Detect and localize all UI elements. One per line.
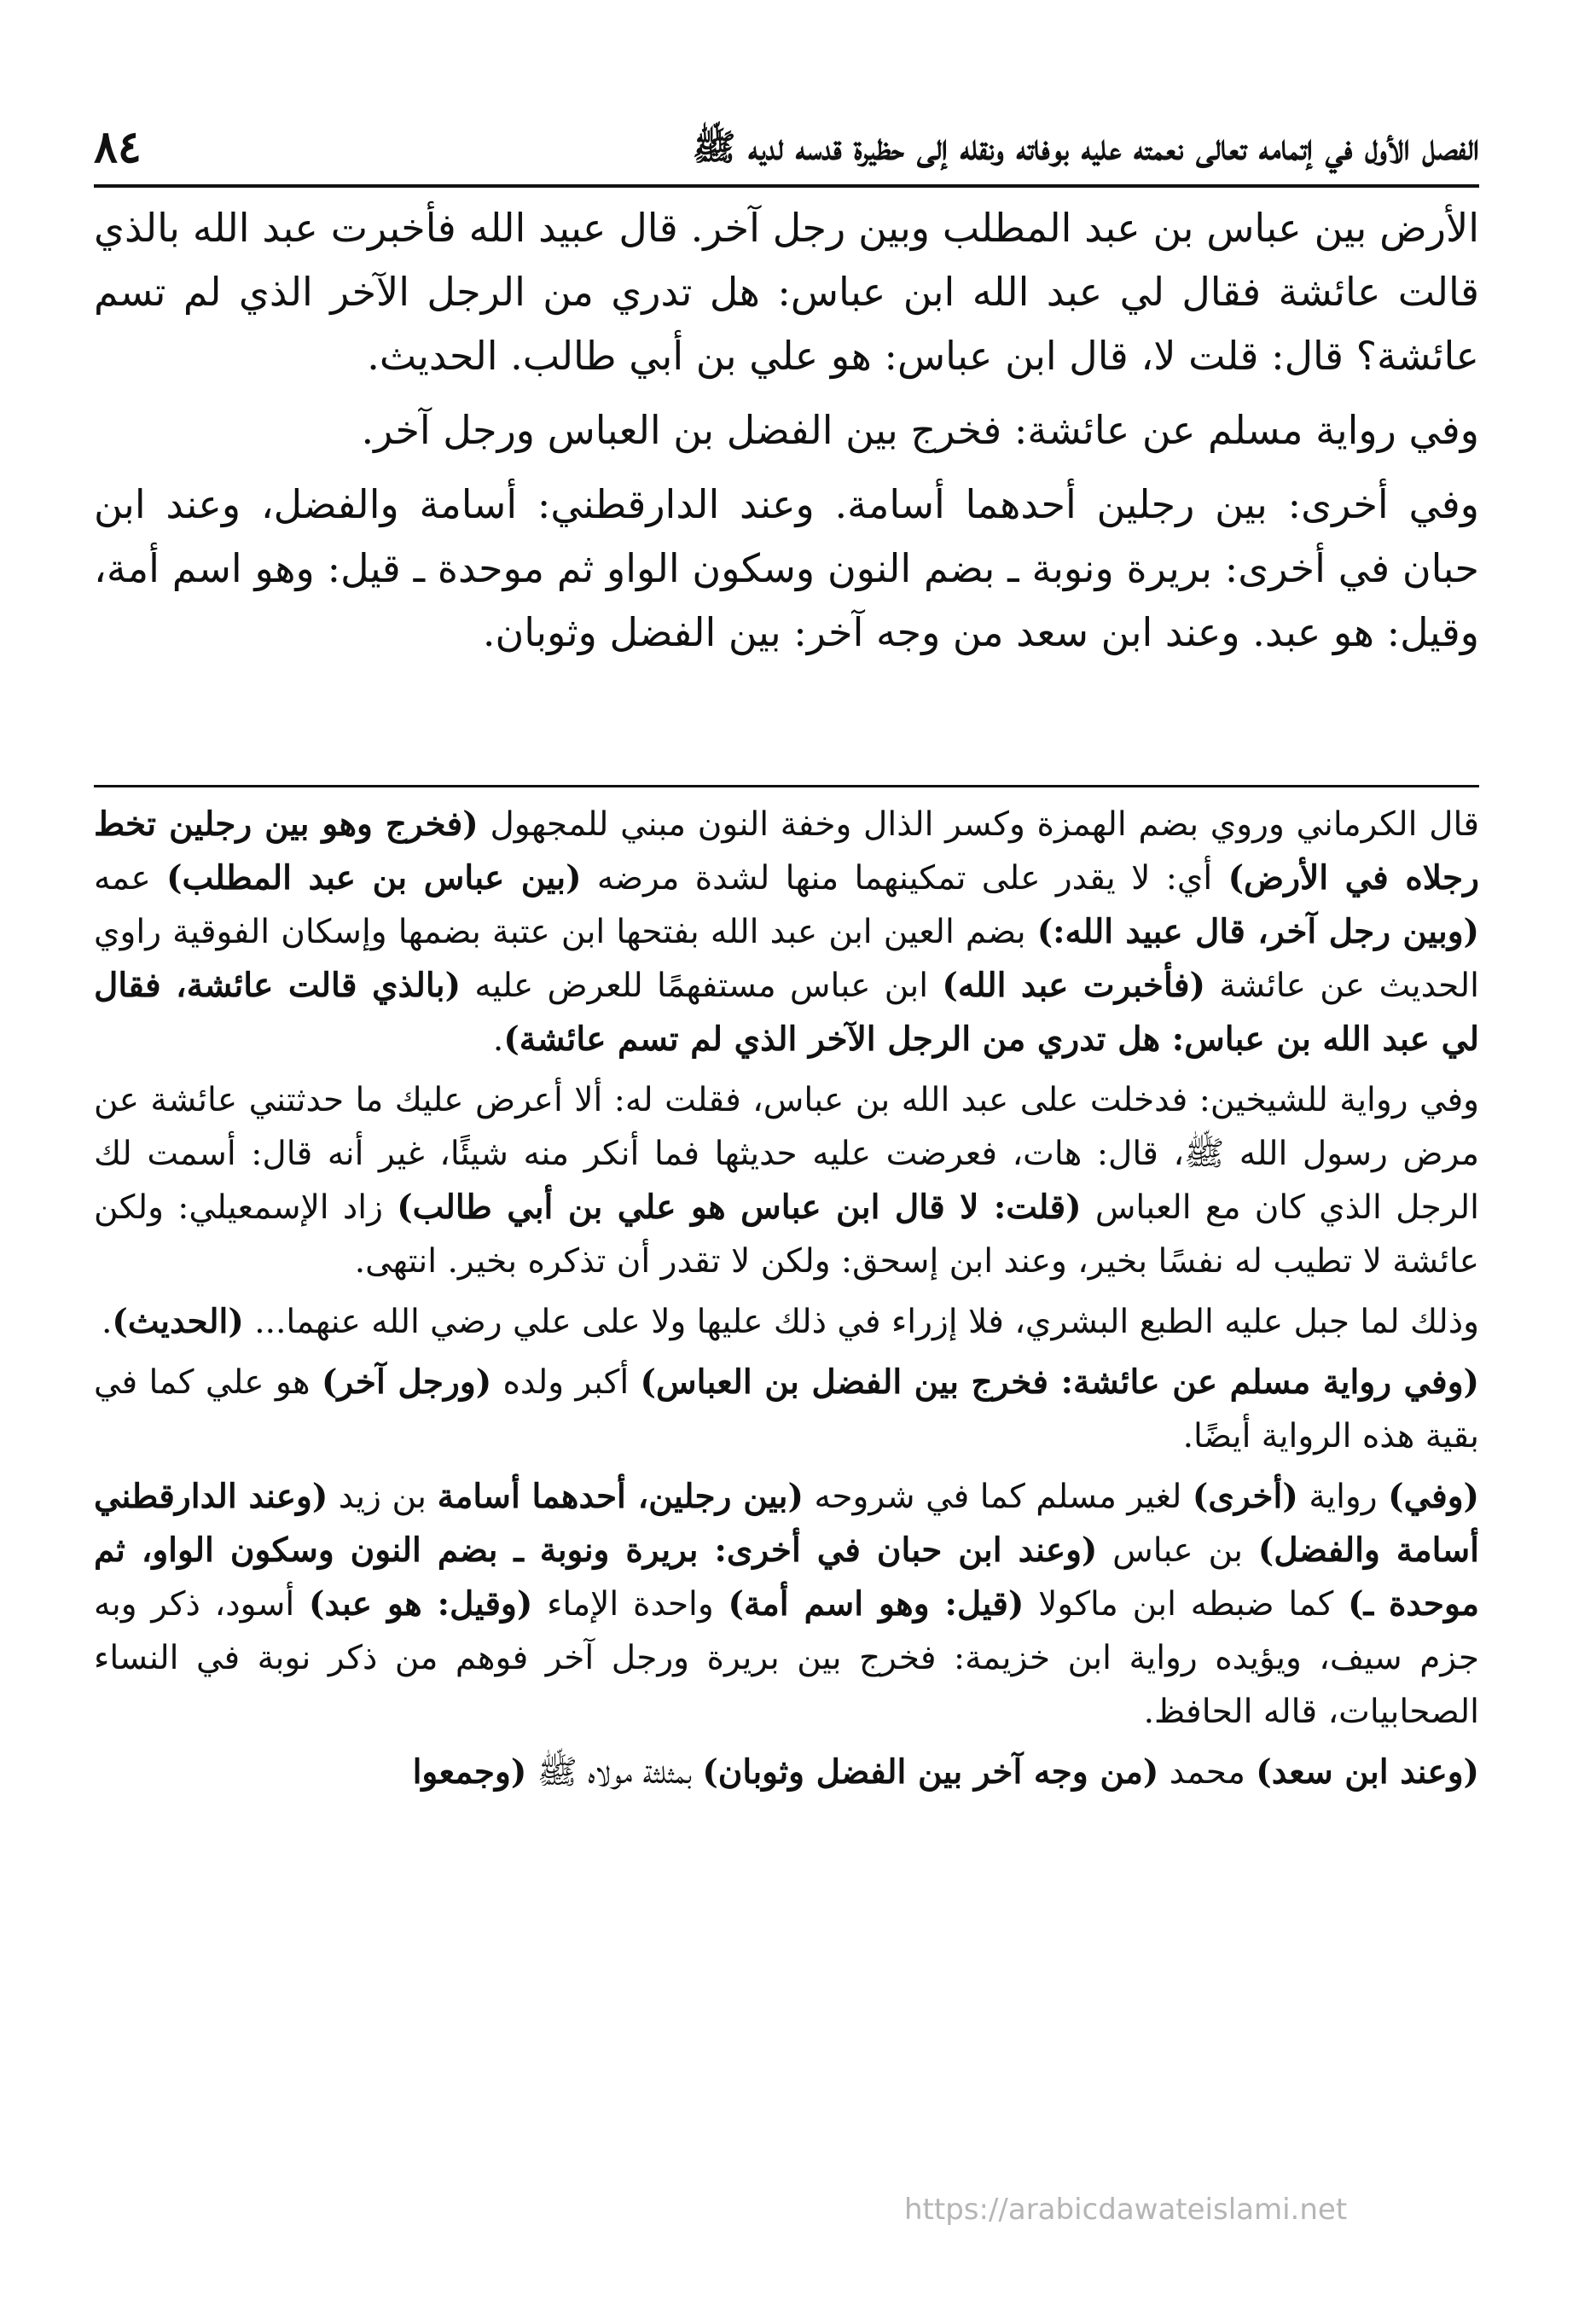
chapter-title: الفصل الأول في إتمامه تعالى نعمته عليه بوفاته ونقله إلى حظيرة قدسه لديه ﷺ [692, 126, 1479, 168]
page-header [94, 109, 1479, 177]
commentary-text-run: عمه [94, 859, 167, 898]
commentary-paragraph [94, 1470, 1479, 1739]
quoted-text-run: (وعند ابن حبان في أخرى: بريرة ونوبة ـ بضم النون وسكون الواو، ثم موحدة ـ) [94, 1531, 1480, 1624]
commentary-text-run: لغير مسلم كما في شروحه [803, 1478, 1193, 1516]
main-text [94, 196, 1479, 665]
quoted-text-run: (فأخبرت عبد الله) [942, 966, 1205, 1005]
commentary-text-run: . [492, 1020, 504, 1059]
quoted-text-run: (وعند الدارقطني أسامة والفضل) [94, 1477, 1479, 1570]
commentary-divider [94, 785, 1479, 787]
commentary-text-run: بضم العين ابن عبد الله بفتحها ابن عتبة بضمها وإسكان الفوقية راوي الحديث عن عائشة [94, 913, 1479, 1005]
quoted-text-run: (قيل: وهو اسم أمة) [728, 1584, 1024, 1624]
main-paragraph: وفي رواية مسلم عن عائشة: فخرج بين الفضل بن العباس ورجل آخر. [361, 407, 1479, 453]
commentary-text-run: بن عباس [1097, 1531, 1258, 1570]
quoted-text-run: (وعند ابن سعد) [1256, 1752, 1479, 1792]
watermark: https://arabicdawateislami.net [904, 2193, 1348, 2227]
quoted-text-run: (بين عباس بن عبد المطلب) [166, 858, 582, 898]
quoted-text-run: (وجمعوا [412, 1752, 527, 1792]
commentary-paragraph [94, 1073, 1479, 1288]
header-divider [94, 184, 1479, 188]
quoted-text-run: (أخرى) [1192, 1477, 1298, 1516]
commentary-text-run: . [101, 1303, 113, 1341]
commentary-paragraph [94, 1356, 1479, 1463]
commentary-text-run: وفي رواية للشيخين: فدخلت على عبد الله بن عباس، فقلت له: ألا أعرض عليك ما حدثتني عائشة عن مرض رسول الله ﷺ، قال: هات، فعرضت عليه حديثها فما أنكر منه شيئًا، غير أنه قال: أسمت لك الرجل الذي كان مع العباس [94, 1081, 1479, 1227]
commentary-paragraph [94, 798, 1479, 1066]
quoted-text-run: (بالذي قالت عائشة، فقال لي عبد الله بن عباس: هل تدري من الرجل الآخر الذي لم تسم عائشة) [94, 966, 1479, 1059]
commentary-text-run: واحدة الإماء [532, 1585, 728, 1624]
quoted-text-run: (قلت: لا قال ابن عباس هو علي بن أبي طالب) [397, 1188, 1082, 1227]
page-number: ٨٤ [94, 121, 142, 173]
commentary-text-run: بن زيد [328, 1478, 438, 1516]
commentary-text-run: محمد [1158, 1753, 1257, 1792]
commentary-paragraph [94, 1746, 1479, 1799]
quoted-text-run: (وفي) [1388, 1477, 1480, 1516]
commentary-text-run: هو علي كما في بقية هذه الرواية أيضًا. [94, 1363, 1479, 1455]
quoted-text-run: (ورجل آخر) [321, 1362, 492, 1402]
quoted-text-run: (وبين رجل آخر، قال عبيد الله:) [1036, 912, 1479, 951]
commentary-text-run: كما ضبطه ابن ماكولا [1024, 1585, 1349, 1624]
commentary-text-run: أسود، ذكر وبه جزم سيف، ويؤيده رواية ابن خزيمة: فخرج بين بريرة ورجل آخر فوهم من ذكر نوبة في النساء الصحابيات، قاله الحافظ. [94, 1585, 1479, 1731]
commentary-text-run: زاد الإسمعيلي: ولكن عائشة لا تطيب له نفسًا بخير، وعند ابن إسحق: ولكن لا تقدر أن تذكره بخير. انتهى. [94, 1188, 1479, 1281]
main-paragraph: الأرض بين عباس بن عبد المطلب وبين رجل آخر. قال عبيد الله فأخبرت عبد الله بالذي قالت عائشة فقال لي عبد الله ابن عباس: هل تدري من الرجل الآخر الذي لم تسم عائشة؟ قال: قلت لا، قال ابن عباس: هو علي بن أبي طالب. الحديث. [94, 205, 1479, 379]
commentary-text-run: بمثلثة مولاه ﷺ [526, 1753, 703, 1792]
commentary-text-run: أكبر ولده [491, 1363, 641, 1402]
quoted-text-run: (وقيل: هو عبد) [309, 1584, 533, 1624]
commentary-text-run: أي: لا يقدر على تمكينهما منها لشدة مرضه [581, 859, 1228, 898]
commentary-text-run: رواية [1297, 1478, 1389, 1516]
quoted-text-run: (بين رجلين، أحدهما أسامة [437, 1477, 804, 1516]
quoted-text-run: (من وجه آخر بين الفضل وثوبان) [702, 1752, 1159, 1792]
commentary-text-run: وذلك لما جبل عليه الطبع البشري، فلا إزراء في ذلك عليها ولا على علي رضي الله عنهما... [243, 1303, 1479, 1341]
commentary-paragraph [94, 1295, 1479, 1349]
commentary-text [94, 798, 1479, 1806]
quoted-text-run: (وفي رواية مسلم عن عائشة: فخرج بين الفضل بن العباس) [640, 1362, 1479, 1402]
commentary-text-run: قال الكرماني وروي بضم الهمزة وكسر الذال وخفة النون مبني للمجهول [478, 805, 1479, 844]
commentary-text-run: ابن عباس مستفهمًا للعرض عليه [461, 967, 943, 1005]
main-paragraph: وفي أخرى: بين رجلين أحدهما أسامة. وعند الدارقطني: أسامة والفضل، وعند ابن حبان في أخرى: بريرة ونوبة ـ بضم النون وسكون الواو ثم موحدة ـ قيل: وهو اسم أمة، وقيل: هو عبد. وعند ابن سعد من وجه آخر: بين الفضل وثوبان. [94, 481, 1479, 655]
quoted-text-run: (فخرج وهو بين رجلين تخط رجلاه في الأرض) [94, 805, 1479, 898]
quoted-text-run: (الحديث) [112, 1302, 244, 1341]
